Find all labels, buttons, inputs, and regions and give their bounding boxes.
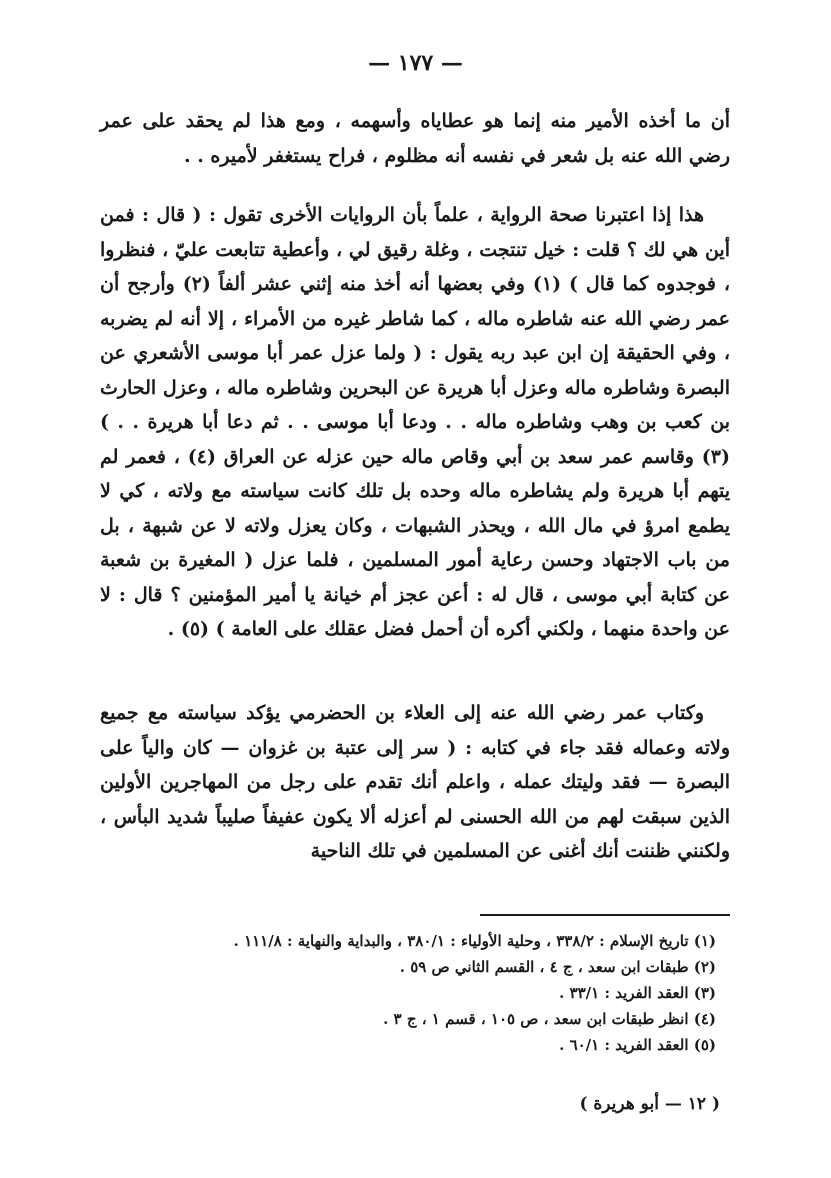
signature-mark: ( ١٢ — أبو هريرة ) (579, 1094, 720, 1114)
paragraph-2 (100, 198, 730, 647)
paragraph-text: أن ما أخذه الأمير منه إنما هو عطاياه وأسهمه ، ومع هذا لم يحقد على عمر رضي الله عنه بل شعر في نفسه أنه مظلوم ، فراح يستغفر لأميره . . (100, 110, 730, 167)
paragraph-3 (100, 696, 730, 869)
footnote-1: (١) تاريخ الإسلام : ٣٣٨/٢ ، وحلية الأولياء : ٣٨٠/١ ، والبداية والنهاية : ١١١/٨ . (233, 932, 716, 950)
footnotes (100, 928, 740, 1058)
footnote-2: (٢) طبقات ابن سعد ، ج ٤ ، القسم الثاني ص ٥٩ . (399, 958, 716, 976)
footnote-divider (480, 914, 730, 916)
paragraph-text: وكتاب عمر رضي الله عنه إلى العلاء بن الحضرمي يؤكد سياسته مع جميع ولاته وعماله فقد جاء في كتابه : ( سر إلى عتبة بن غزوان — كان والياً على البصرة — فقد وليتك عمله ، واعلم أنك تقدم على رجل من المهاجرين الأولين الذين سبقت لهم من الله الحسنى لم أعزله ألا يكون عفيفاً صليباً شديد البأس ، ولكنني ظننت أنك أغنى عن المسلمين في تلك الناحية (100, 702, 730, 862)
footnote-3: (٣) العقد الفريد : ٣٣/١ . (559, 984, 716, 1002)
footnote-4: (٤) انظر طبقات ابن سعد ، ص ١٠٥ ، قسم ١ ، ج ٣ . (383, 1010, 716, 1028)
paragraph-text: هذا إذا اعتبرنا صحة الرواية ، علماً بأن الروايات الأخرى تقول : ( قال : فمن أين هي لك ؟ قلت : خيل تنتجت ، وغلة رقيق لي ، وأعطية تتابعت عليّ ، فنظروا ، فوجدوه كما قال ) (١) وفي بعضها أنه أخذ منه إثني عشر ألفاً (٢) وأرجح أن عمر رضي الله عنه شاطره ماله ، كما شاطر غيره من الأمراء ، إلا أنه لم يضربه ، وفي الحقيقة إن ابن عبد ربه يقول : ( ولما عزل عمر أبا موسى الأشعري عن البصرة وشاطره ماله وعزل أبا هريرة عن البحرين وشاطره ماله ، وعزل الحارث بن كعب بن وهب وشاطره ماله . . ودعا أبا موسى . . ثم دعا أبا هريرة . . ) (٣) وقاسم عمر سعد بن أبي وقاص ماله حين عزله عن العراق (٤) ، فعمر لم يتهم أبا هريرة ولم يشاطره ماله وحده بل تلك كانت سياسته مع ولاته ، كي لا يطمع امرؤ في مال الله ، ويحذر الشبهات ، وكان يعزل ولاته لا عن شبهة ، بل من باب الاجتهاد وحسن رعاية أمور المسلمين ، فلما عزل ( المغيرة بن شعبة عن كتابة أبي موسى ، قال له : أعن عجز أم خيانة يا أمير المؤمنين ؟ قال : لا عن واحدة منهما ، ولكني أكره أن أحمل فضل عقلك على العامة ) (٥) . (100, 204, 730, 640)
page-number: — ١٧٧ — (368, 50, 463, 76)
footnote-5: (٥) العقد الفريد : ٦٠/١ . (559, 1036, 716, 1054)
paragraph-1 (100, 104, 730, 173)
